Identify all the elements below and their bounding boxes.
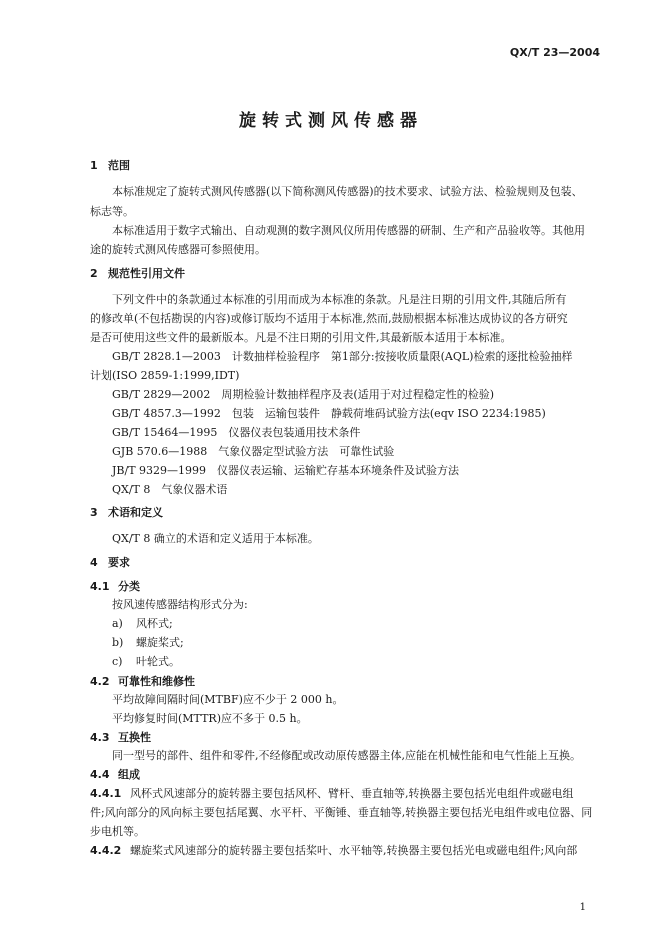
section-title: 可靠性和维修性 — [118, 675, 195, 688]
section-title: 要求 — [108, 556, 130, 569]
section-number: 4.4 — [90, 768, 110, 781]
paragraph-line: 途的旋转式测风传感器可参照使用。 — [90, 243, 266, 256]
section-number: 3 — [90, 506, 98, 519]
section-4-heading — [90, 556, 130, 569]
list-item — [112, 617, 173, 630]
section-number: 4 — [90, 556, 98, 569]
paragraph-line: 的修改单(不包括勘误的内容)或修订版均不适用于本标准,然而,鼓励根据本标准达成协议的各方研究 — [90, 312, 568, 325]
paragraph-line: 步电机等。 — [90, 825, 145, 838]
section-number: 4.1 — [90, 580, 110, 593]
section-title: 分类 — [118, 580, 140, 593]
section-title: 术语和定义 — [108, 506, 163, 519]
list-item — [112, 636, 184, 649]
list-text: 螺旋桨式; — [136, 636, 184, 649]
reference-line: GB/T 2829—2002 周期检验计数抽样程序及表(适用于对过程稳定性的检验) — [112, 388, 494, 401]
page-title: 旋转式测风传感器 — [239, 111, 423, 131]
reference-line: JB/T 9329—1999 仪器仪表运输、运输贮存基本环境条件及试验方法 — [112, 464, 460, 477]
list-marker: c) — [112, 655, 123, 668]
standard-code: QX/T 23—2004 — [509, 46, 600, 59]
list-item — [112, 655, 180, 668]
section-title: 互换性 — [118, 731, 151, 744]
paragraph-line: QX/T 8 确立的术语和定义适用于本标准。 — [112, 532, 319, 545]
paragraph-line: 本标准适用于数字式输出、自动观测的数字测风仪所用传感器的研制、生产和产品验收等。其他用 — [112, 224, 585, 237]
section-3-heading — [90, 506, 163, 519]
section-title: 组成 — [118, 768, 140, 781]
reference-line: GB/T 4857.3—1992 包装 运输包装件 静载荷堆码试验方法(eqv ISO 2234:1985) — [112, 407, 546, 420]
paragraph-line: 标志等。 — [90, 205, 134, 218]
section-title: 范围 — [108, 159, 130, 172]
section-number: 2 — [90, 267, 98, 280]
section-number: 4.2 — [90, 675, 110, 688]
section-number: 4.4.1 — [90, 787, 122, 800]
reference-line: GB/T 2828.1—2003 计数抽样检验程序 第1部分:按接收质量限(AQL)检索的逐批检验抽样 — [112, 350, 573, 363]
paragraph-line: 本标准规定了旋转式测风传感器(以下简称测风传感器)的技术要求、试验方法、检验规则及包装、 — [112, 185, 583, 198]
section-number: 1 — [90, 159, 98, 172]
section-1-heading — [90, 159, 130, 172]
subsection-4-1-heading — [90, 580, 140, 593]
subsection-4-4-heading — [90, 768, 140, 781]
section-number: 4.3 — [90, 731, 110, 744]
page-number: 1 — [579, 902, 586, 913]
paragraph-line — [90, 844, 577, 857]
list-text: 风杯式; — [136, 617, 173, 630]
list-text: 叶轮式。 — [136, 655, 180, 668]
paragraph-text: 螺旋桨式风速部分的旋转器主要包括桨叶、水平轴等,转换器主要包括光电或磁电组件;风向部 — [130, 844, 578, 857]
paragraph-line: 平均故障间隔时间(MTBF)应不少于 2 000 h。 — [112, 693, 344, 706]
section-number: 4.4.2 — [90, 844, 122, 857]
subsection-4-2-heading — [90, 675, 195, 688]
paragraph-line: 平均修复时间(MTTR)应不多于 0.5 h。 — [112, 712, 308, 725]
list-marker: b) — [112, 636, 124, 649]
list-marker: a) — [112, 617, 123, 630]
paragraph-line — [90, 787, 574, 800]
paragraph-line: 同一型号的部件、组件和零件,不经修配或改动原传感器主体,应能在机械性能和电气性能上互换。 — [112, 749, 581, 762]
section-title: 规范性引用文件 — [108, 267, 185, 280]
reference-line: QX/T 8 气象仪器术语 — [112, 483, 228, 496]
reference-line: GJB 570.6—1988 气象仪器定型试验方法 可靠性试验 — [112, 445, 395, 458]
paragraph-line: 下列文件中的条款通过本标准的引用而成为本标准的条款。凡是注日期的引用文件,其随后所有 — [112, 293, 567, 306]
reference-line: GB/T 15464—1995 仪器仪表包装通用技术条件 — [112, 426, 361, 439]
paragraph-line: 是否可使用这些文件的最新版本。凡是不注日期的引用文件,其最新版本适用于本标准。 — [90, 331, 512, 344]
reference-line: 计划(ISO 2859-1:1999,IDT) — [90, 369, 240, 382]
subsection-4-3-heading — [90, 731, 151, 744]
paragraph-text: 风杯式风速部分的旋转器主要包括风杯、臂杆、垂直轴等,转换器主要包括光电组件或磁电组 — [130, 787, 574, 800]
paragraph-line: 按风速传感器结构形式分为: — [112, 598, 248, 611]
section-2-heading — [90, 267, 185, 280]
paragraph-line: 件;风向部分的风向标主要包括尾翼、水平杆、平衡锤、垂直轴等,转换器主要包括光电组件或电位器、同 — [90, 806, 593, 819]
